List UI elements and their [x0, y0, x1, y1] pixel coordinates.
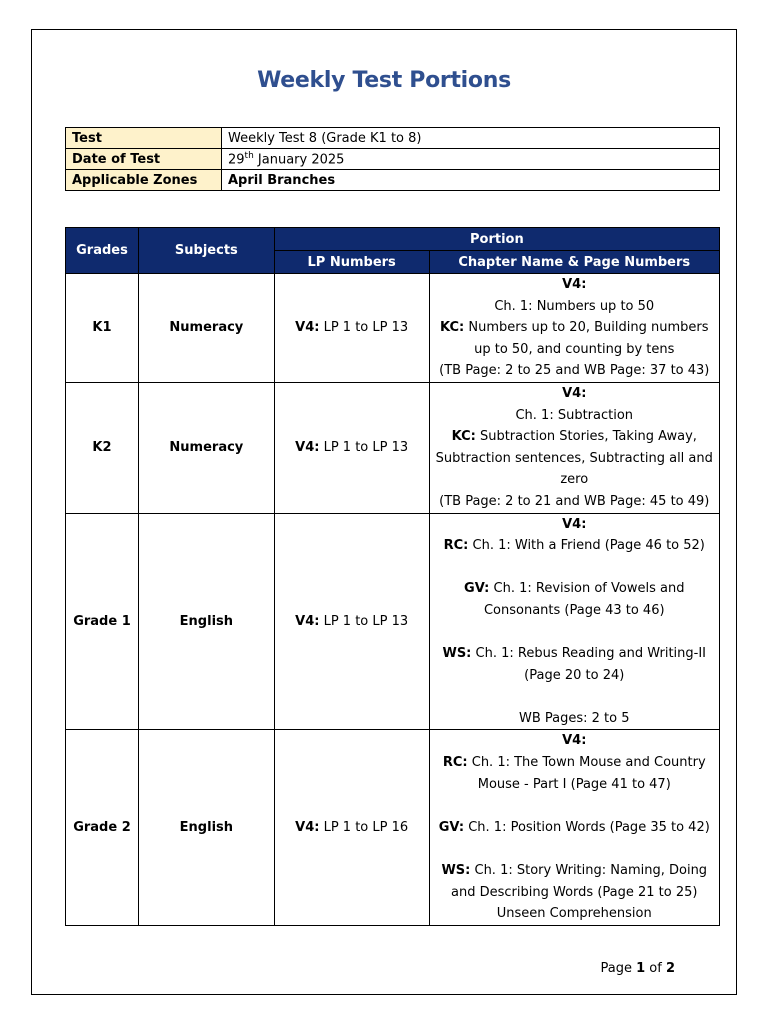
chapter-line-text: (TB Page: 2 to 21 and WB Page: 45 to 49)	[439, 493, 710, 509]
chapter-line	[434, 405, 715, 427]
grade-cell: Grade 1	[66, 513, 139, 730]
chapter-line-text: Unseen Comprehension	[496, 906, 652, 922]
chapter-line	[434, 795, 715, 817]
of-word: of	[649, 961, 662, 976]
chapter-line	[434, 491, 715, 513]
lp-text: LP 1 to LP 13	[319, 439, 409, 455]
chapter-line	[434, 514, 715, 536]
date-value	[222, 149, 720, 170]
header-portion: Portion	[274, 228, 719, 251]
chapter-line-tag: KC:	[440, 320, 465, 336]
test-value: Weekly Test 8 (Grade K1 to 8)	[222, 128, 720, 149]
subject-cell: Numeracy	[138, 382, 274, 513]
chapter-line	[434, 686, 715, 708]
chapter-line	[434, 535, 715, 557]
chapter-line-text: Ch. 1: The Town Mouse and Country Mouse - Part I (Page 41 to 47)	[467, 755, 706, 792]
chapter-line-tag: GV:	[464, 581, 490, 597]
table-row	[66, 274, 720, 383]
chapter-line-tag: KC:	[451, 429, 476, 445]
chapter-line	[434, 643, 715, 686]
chapter-line-tag: RC:	[443, 538, 469, 554]
chapter-line-tag: WS:	[441, 863, 471, 879]
subject-cell: English	[138, 730, 274, 925]
lp-numbers-cell	[274, 274, 429, 383]
page-total: 2	[665, 961, 675, 976]
date-rest: January 2025	[253, 152, 345, 168]
chapter-line	[434, 838, 715, 860]
grade-cell: K1	[66, 274, 139, 383]
zones-value: April Branches	[222, 170, 720, 191]
header-chapter: Chapter Name & Page Numbers	[429, 251, 719, 274]
subject-cell: English	[138, 513, 274, 730]
chapter-line-text: Ch. 1: Story Writing: Naming, Doing and Describing Words (Page 21 to 25)	[451, 863, 708, 900]
chapter-line	[434, 360, 715, 382]
chapter-line-text: Ch. 1: Numbers up to 50	[494, 298, 655, 314]
chapter-line-text: (TB Page: 2 to 25 and WB Page: 37 to 43)	[439, 363, 710, 379]
header-grades: Grades	[66, 228, 139, 274]
page-number	[600, 961, 675, 976]
chapter-line-tag: V4:	[562, 277, 587, 292]
chapter-line-text: Ch. 1: With a Friend (Page 46 to 52)	[468, 538, 705, 554]
chapter-line	[434, 860, 715, 903]
chapter-line-text: Ch. 1: Rebus Reading and Writing-II (Page 20 to 24)	[471, 646, 707, 683]
date-label: Date of Test	[66, 149, 222, 170]
table-row	[66, 170, 720, 191]
chapter-line	[434, 296, 715, 318]
chapter-line	[434, 752, 715, 795]
chapter-line	[434, 903, 715, 925]
lp-numbers-cell	[274, 382, 429, 513]
table-row	[66, 149, 720, 170]
test-info-table	[65, 127, 720, 191]
lp-numbers-cell	[274, 730, 429, 925]
chapter-line	[434, 274, 715, 296]
chapter-line-text: Subtraction Stories, Taking Away, Subtraction sentences, Subtracting all and zero	[435, 429, 713, 488]
date-suffix: th	[244, 150, 254, 161]
grade-cell: Grade 2	[66, 730, 139, 925]
lp-text: LP 1 to LP 13	[319, 613, 409, 629]
chapter-line-tag: V4:	[562, 516, 587, 532]
chapter-line-tag: RC:	[442, 755, 468, 771]
table-row	[66, 513, 720, 730]
zones-label: Applicable Zones	[66, 170, 222, 191]
chapter-line-text: Ch. 1: Position Words (Page 35 to 42)	[464, 819, 710, 835]
chapter-line	[434, 557, 715, 579]
portions-table	[65, 227, 720, 926]
chapter-line	[434, 730, 715, 752]
chapter-cell	[429, 513, 719, 730]
chapter-cell	[429, 382, 719, 513]
chapter-line-text: Ch. 1: Revision of Vowels and Consonants (Page 43 to 46)	[483, 581, 685, 618]
page-current: 1	[636, 961, 646, 976]
header-lp-numbers: LP Numbers	[274, 251, 429, 274]
chapter-line-tag: V4:	[562, 733, 587, 749]
chapter-line	[434, 708, 715, 730]
lp-prefix: V4:	[295, 439, 320, 455]
chapter-cell	[429, 274, 719, 383]
chapter-line	[434, 426, 715, 491]
chapter-line	[434, 578, 715, 621]
lp-prefix: V4:	[295, 819, 320, 835]
chapter-line-tag: GV:	[438, 819, 465, 835]
grade-cell: K2	[66, 382, 139, 513]
lp-prefix: V4:	[295, 320, 320, 336]
lp-prefix: V4:	[295, 613, 320, 629]
lp-numbers-cell	[274, 513, 429, 730]
chapter-line	[434, 622, 715, 644]
chapter-line	[434, 383, 715, 405]
chapter-line-text: Ch. 1: Subtraction	[515, 407, 634, 423]
lp-text: LP 1 to LP 16	[319, 819, 409, 835]
chapter-line	[434, 317, 715, 360]
chapter-line-tag: WS:	[442, 646, 472, 662]
header-row	[66, 228, 720, 251]
chapter-line-tag: V4:	[562, 385, 587, 401]
chapter-cell	[429, 730, 719, 925]
test-label: Test	[66, 128, 222, 149]
page-title: Weekly Test Portions	[257, 68, 511, 93]
chapter-line-text: Numbers up to 20, Building numbers up to 50, and counting by tens	[464, 320, 709, 357]
header-subjects: Subjects	[138, 228, 274, 274]
date-day: 29	[228, 152, 245, 168]
table-row	[66, 730, 720, 925]
chapter-line-text: WB Pages: 2 to 5	[518, 710, 630, 726]
lp-text: LP 1 to LP 13	[319, 320, 409, 336]
page-word: Page	[600, 961, 632, 976]
table-row	[66, 128, 720, 149]
chapter-line	[434, 817, 715, 839]
table-row	[66, 382, 720, 513]
subject-cell: Numeracy	[138, 274, 274, 383]
